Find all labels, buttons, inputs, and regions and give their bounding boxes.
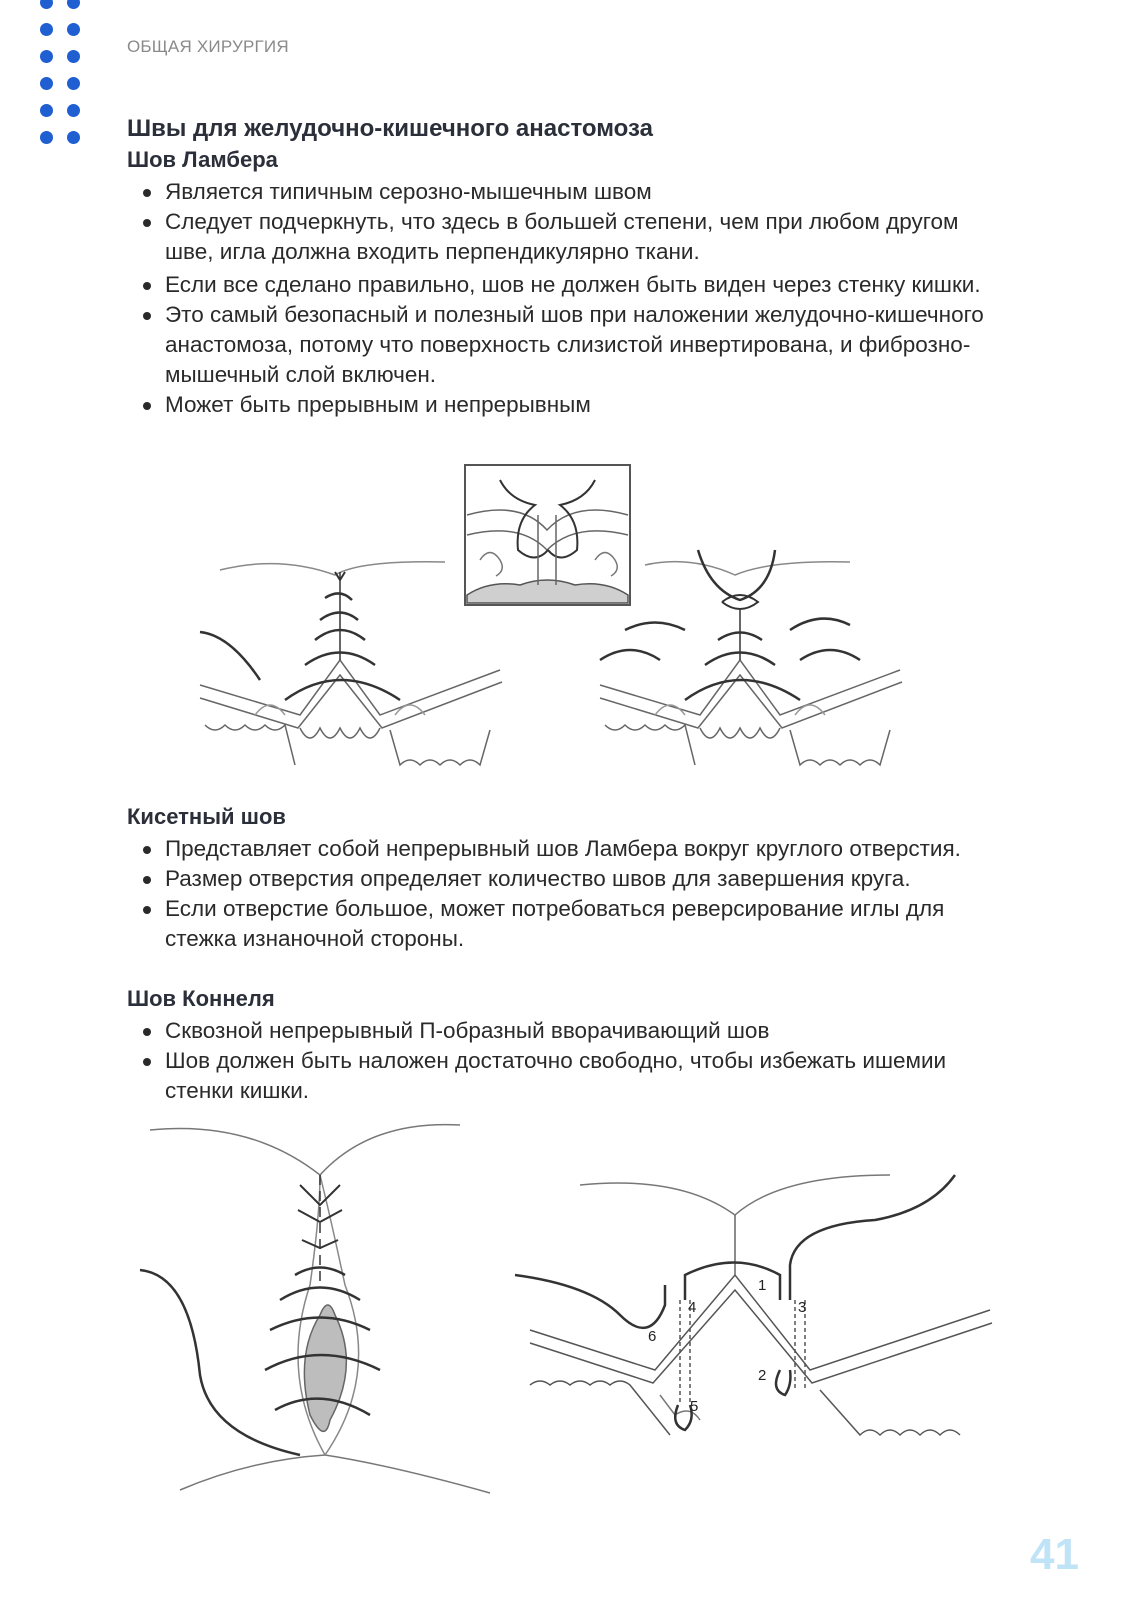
list-item: Следует подчеркнуть, что здесь в большей степени, чем при любом другом шве, игла должна входить перпендикулярно ткани.	[127, 207, 1007, 267]
lambert-suture-illustration	[190, 460, 910, 800]
purse-string-heading: Кисетный шов	[127, 804, 286, 829]
connell-heading: Шов Коннеля	[127, 986, 275, 1011]
step-label-3: 3	[798, 1299, 807, 1316]
list-item: Если отверстие большое, может потребоваться реверсирование иглы для стежка изнаночной стороны.	[127, 894, 1007, 954]
step-label-6: 6	[648, 1328, 657, 1345]
page-number: 41	[1030, 1530, 1079, 1579]
page-title: Швы для желудочно-кишечного анастомоза	[127, 115, 653, 142]
list-item: Если все сделано правильно, шов не должен быть виден через стенку кишки.	[127, 270, 1007, 300]
list-item: Шов должен быть наложен достаточно свободно, чтобы избежать ишемии стенки кишки.	[127, 1046, 1007, 1106]
list-item: Это самый безопасный и полезный шов при наложении желудочно-кишечного анастомоза, потому что поверхность слизистой инвертирована, и фиброзно-мышечный слой включен.	[127, 300, 1007, 390]
list-item: Размер отверстия определяет количество швов для завершения круга.	[127, 864, 1007, 894]
list-item: Может быть прерывным и непрерывным	[127, 390, 1007, 420]
step-label-1: 1	[758, 1277, 767, 1294]
lambert-bullet-list	[127, 177, 1007, 420]
purse-string-bullet-list	[127, 834, 1007, 954]
step-label-4: 4	[688, 1299, 697, 1316]
lambert-heading: Шов Ламбера	[127, 147, 278, 172]
section-label: ОБЩАЯ ХИРУРГИЯ	[127, 37, 289, 56]
connell-suture-illustration	[130, 1115, 1000, 1515]
step-label-5: 5	[690, 1398, 699, 1415]
connell-bullet-list	[127, 1016, 1007, 1106]
list-item: Является типичным серозно-мышечным швом	[127, 177, 1007, 207]
step-label-2: 2	[758, 1367, 767, 1384]
list-item: Представляет собой непрерывный шов Ламбера вокруг круглого отверстия.	[127, 834, 1007, 864]
list-item: Сквозной непрерывный П-образный вворачивающий шов	[127, 1016, 1007, 1046]
